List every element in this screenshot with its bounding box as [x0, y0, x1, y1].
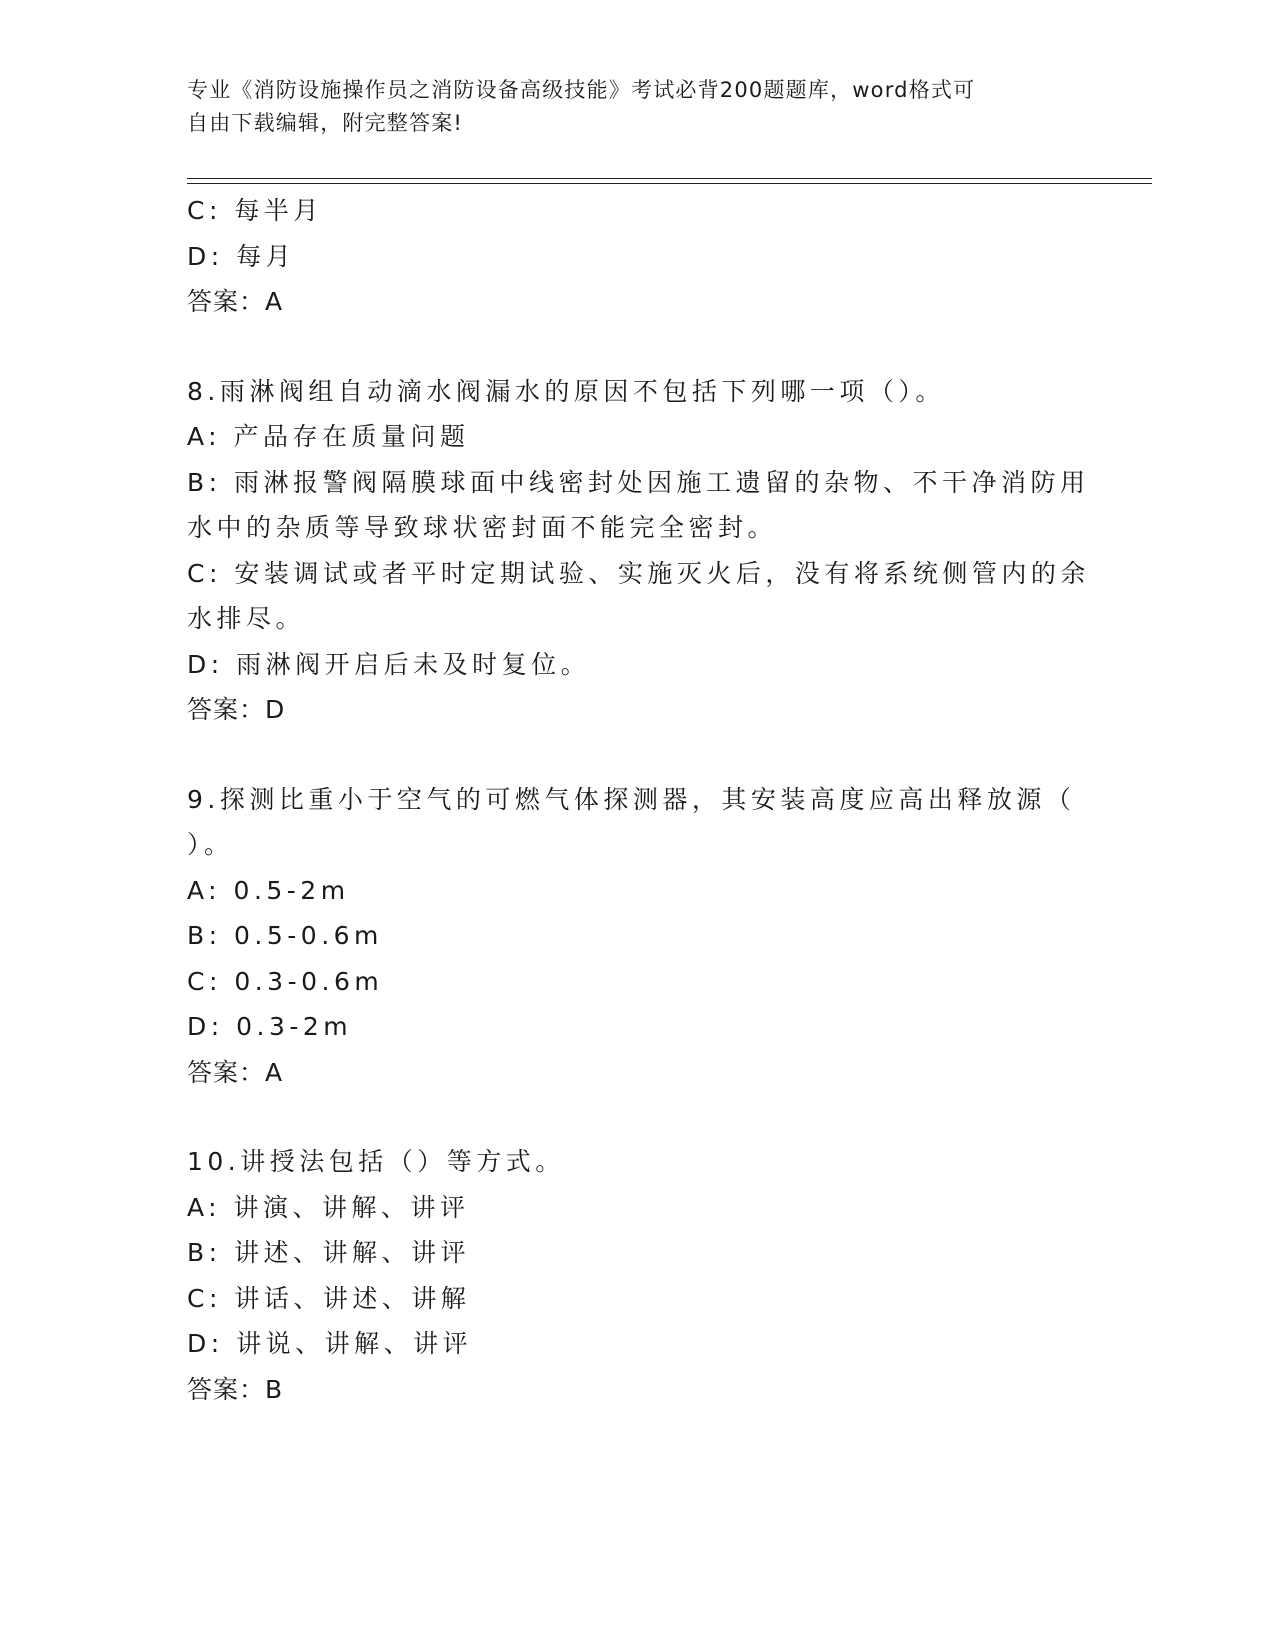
option-d: D: 每月	[187, 241, 296, 271]
option-b: B: 讲述、讲解、讲评	[187, 1238, 471, 1267]
question-block-7	[187, 188, 1087, 325]
option-c: C: 安装调试或者平时定期试验、实施灭火后，没有将系统侧管内的余	[187, 558, 1090, 588]
question-text-continued: ）。	[187, 830, 234, 859]
option-d: D: 雨淋阀开启后未及时复位。	[187, 649, 591, 679]
question-text: 10.讲授法包括（）等方式。	[187, 1147, 565, 1176]
option-d: D: 0.3-2m	[187, 1012, 353, 1041]
question-block-9	[187, 777, 1087, 1096]
question-block-8	[187, 369, 1090, 733]
block-spacer	[187, 325, 1087, 369]
question-text: 8.雨淋阀组自动滴水阀漏水的原因不包括下列哪一项（）。	[187, 376, 945, 406]
option-c: C: 每半月	[187, 196, 323, 225]
option-c-continued: 水排尽。	[187, 604, 306, 633]
option-a: A: 讲演、讲解、讲评	[187, 1192, 470, 1222]
option-c: C: 讲话、讲述、讲解	[187, 1283, 471, 1313]
answer-line: 答案：D	[187, 695, 286, 724]
answer-line: 答案：A	[187, 1057, 284, 1087]
answer-line: 答案：A	[187, 287, 284, 316]
answer-line: 答案：B	[187, 1374, 284, 1404]
header-divider-top	[187, 178, 1152, 179]
option-d: D: 讲说、讲解、讲评	[187, 1329, 473, 1358]
option-b: B: 雨淋报警阀隔膜球面中线密封处因施工遗留的杂物、不干净消防用	[187, 467, 1090, 497]
document-header	[187, 74, 1067, 140]
option-b: B: 0.5-0.6m	[187, 921, 383, 950]
question-list	[187, 188, 1090, 1412]
header-title-line-2: 自由下载编辑，附完整答案!	[187, 111, 464, 135]
header-divider-bottom	[187, 183, 1152, 184]
header-title-line-1: 专业《消防设施操作员之消防设备高级技能》考试必背200题题库，word格式可	[187, 78, 976, 102]
option-a: A: 产品存在质量问题	[187, 422, 470, 451]
block-spacer	[187, 1095, 1087, 1139]
option-a: A: 0.5-2m	[187, 875, 350, 905]
option-c: C: 0.3-0.6m	[187, 966, 384, 996]
question-text: 9.探测比重小于空气的可燃气体探测器，其安装高度应高出释放源（	[187, 784, 1076, 814]
question-block-10	[187, 1139, 1087, 1412]
block-spacer	[187, 733, 1087, 777]
option-b-continued: 水中的杂质等导致球状密封面不能完全密封。	[187, 513, 778, 542]
